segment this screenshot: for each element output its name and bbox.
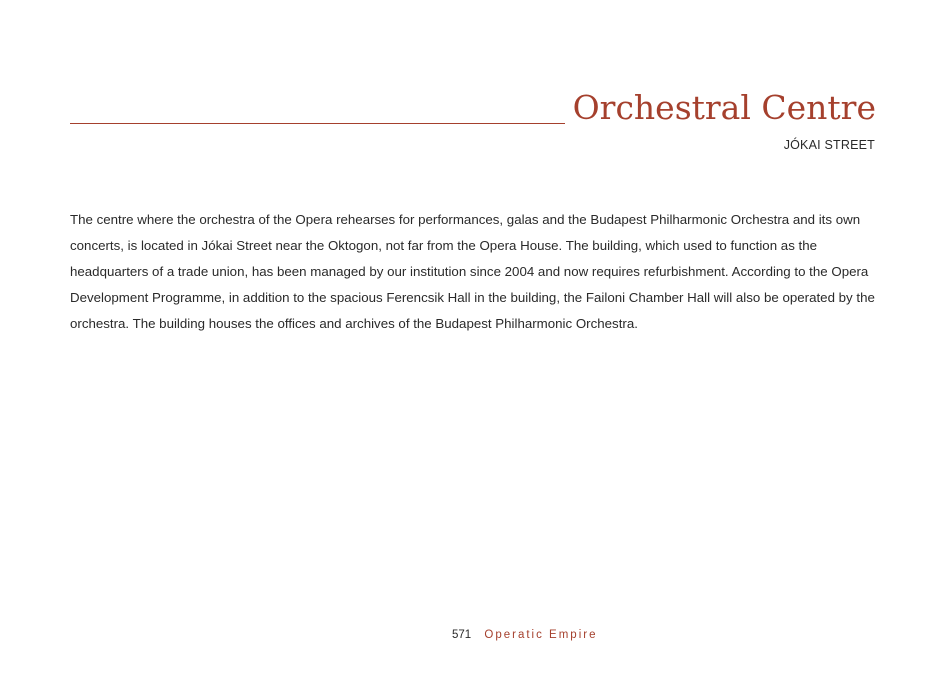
body-paragraph: The centre where the orchestra of the Opera rehearses for performances, galas and the Budapest Philharmonic Orchestra and its own concerts, is located in Jókai Street near the Oktogon, not far from the Opera House. The building, which used to function as the headquarters of a trade union, has been managed by our institution since 2004 and now requires refurbishment. According to the Opera Development Programme, in addition to the spacious Ferencsik Hall in the building, the Failoni Chamber Hall will also be operated by the orchestra. The building houses the offices and archives of the Budapest Philharmonic Orchestra. [70, 212, 875, 331]
header-rule [70, 123, 565, 124]
page-subtitle: JÓKAI STREET [783, 138, 875, 152]
page-number: 571 [452, 629, 472, 641]
page-footer [452, 627, 597, 643]
page-title: Orchestral Centre [572, 88, 876, 127]
running-title: Operatic Empire [484, 629, 598, 641]
